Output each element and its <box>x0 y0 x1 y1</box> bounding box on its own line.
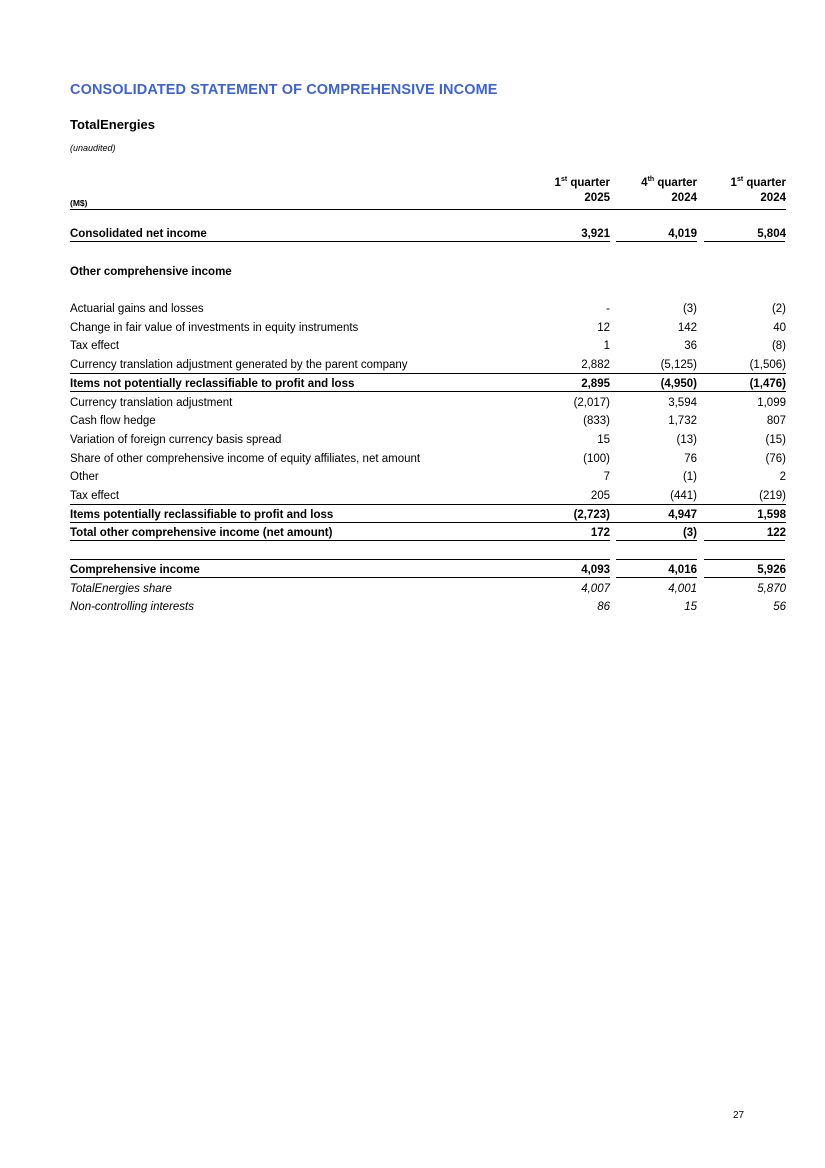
row-value: 12 <box>597 321 610 334</box>
row-label: Variation of foreign currency basis spread <box>70 433 282 446</box>
row-label: Tax effect <box>70 340 120 353</box>
statement-title: CONSOLIDATED STATEMENT OF COMPREHENSIVE INCOME <box>70 82 498 98</box>
row-label: Currency translation adjustment generated by the parent company <box>70 359 408 372</box>
row-value: (5,125) <box>660 359 697 372</box>
row-value: (8) <box>771 340 786 353</box>
row-value: 3,594 <box>668 396 697 409</box>
row-value: (833) <box>583 415 610 428</box>
row-label: Other <box>70 471 99 484</box>
table-row <box>70 448 786 467</box>
income-statement-table <box>70 176 786 615</box>
section-heading-oci: Other comprehensive income <box>70 266 232 279</box>
row-label: Change in fair value of investments in equity instruments <box>70 321 359 334</box>
row-label: Cash flow hedge <box>70 415 156 428</box>
table-row-not-reclassifiable: Items not potentially reclassifiable to profit and loss 2,895 (4,950) (1,476) <box>70 373 786 392</box>
row-value: (100) <box>583 452 610 465</box>
row-value: (13) <box>676 433 697 446</box>
row-value: - <box>606 303 610 316</box>
table-row-comprehensive-income: Comprehensive income 4,093 4,016 5,926 <box>70 559 786 578</box>
row-value: (15) <box>765 433 786 446</box>
row-value: 2 <box>779 471 786 484</box>
table-row <box>70 429 786 448</box>
row-value: 1,732 <box>668 415 697 428</box>
row-value: (1,506) <box>749 359 786 372</box>
unaudited-note: (unaudited) <box>70 143 116 153</box>
header-rule <box>70 209 786 210</box>
row-value: 76 <box>684 452 697 465</box>
row-value: (76) <box>765 452 786 465</box>
table-row-reclassifiable: Items potentially reclassifiable to profit and loss (2,723) 4,947 1,598 <box>70 504 786 523</box>
row-label: Actuarial gains and losses <box>70 303 204 316</box>
table-row-net-income: Consolidated net income 3,921 4,019 5,804 <box>70 227 786 240</box>
row-value: 205 <box>590 489 610 502</box>
column-header-q1-2025: 1st quarter 2025 <box>554 176 610 204</box>
table-row <box>70 336 786 355</box>
row-value: 807 <box>766 415 786 428</box>
table-row <box>70 485 786 504</box>
row-value: 36 <box>684 340 697 353</box>
table-header <box>70 176 786 210</box>
row-label: Share of other comprehensive income of equity affiliates, net amount <box>70 452 421 465</box>
page-number: 27 <box>733 1110 745 1121</box>
row-value: 1,099 <box>757 396 786 409</box>
row-value: (2,017) <box>573 396 610 409</box>
row-value: (2) <box>771 303 786 316</box>
rows-group-b <box>70 392 786 504</box>
table-row <box>70 392 786 411</box>
company-name: TotalEnergies <box>70 117 156 132</box>
column-header-q4-2024: 4th quarter 2024 <box>641 176 697 204</box>
table-row-total-oci: Total other comprehensive income (net amount) 172 (3) 122 <box>70 527 786 540</box>
table-row-totalenergies-share: TotalEnergies share 4,007 4,001 5,870 <box>70 582 786 595</box>
rows-group-a <box>70 298 786 373</box>
table-row <box>70 298 786 317</box>
row-value: (441) <box>670 489 697 502</box>
row-value: 7 <box>603 471 610 484</box>
table-row-non-controlling: Non-controlling interests 86 15 56 <box>70 601 786 614</box>
row-value: 142 <box>677 321 697 334</box>
row-value: (1) <box>682 471 697 484</box>
unit-label: (M$) <box>70 198 88 208</box>
row-value: (219) <box>759 489 786 502</box>
row-value: 40 <box>773 321 786 334</box>
row-label: Currency translation adjustment <box>70 396 233 409</box>
table-row <box>70 467 786 486</box>
column-header-q1-2024: 1st quarter 2024 <box>730 176 786 204</box>
row-label: Tax effect <box>70 489 120 502</box>
table-row <box>70 317 786 336</box>
table-row <box>70 354 786 373</box>
row-value: 2,882 <box>581 359 610 372</box>
row-value: 15 <box>597 433 610 446</box>
row-value: (3) <box>682 303 697 316</box>
row-value: 1 <box>603 340 610 353</box>
table-row <box>70 411 786 430</box>
